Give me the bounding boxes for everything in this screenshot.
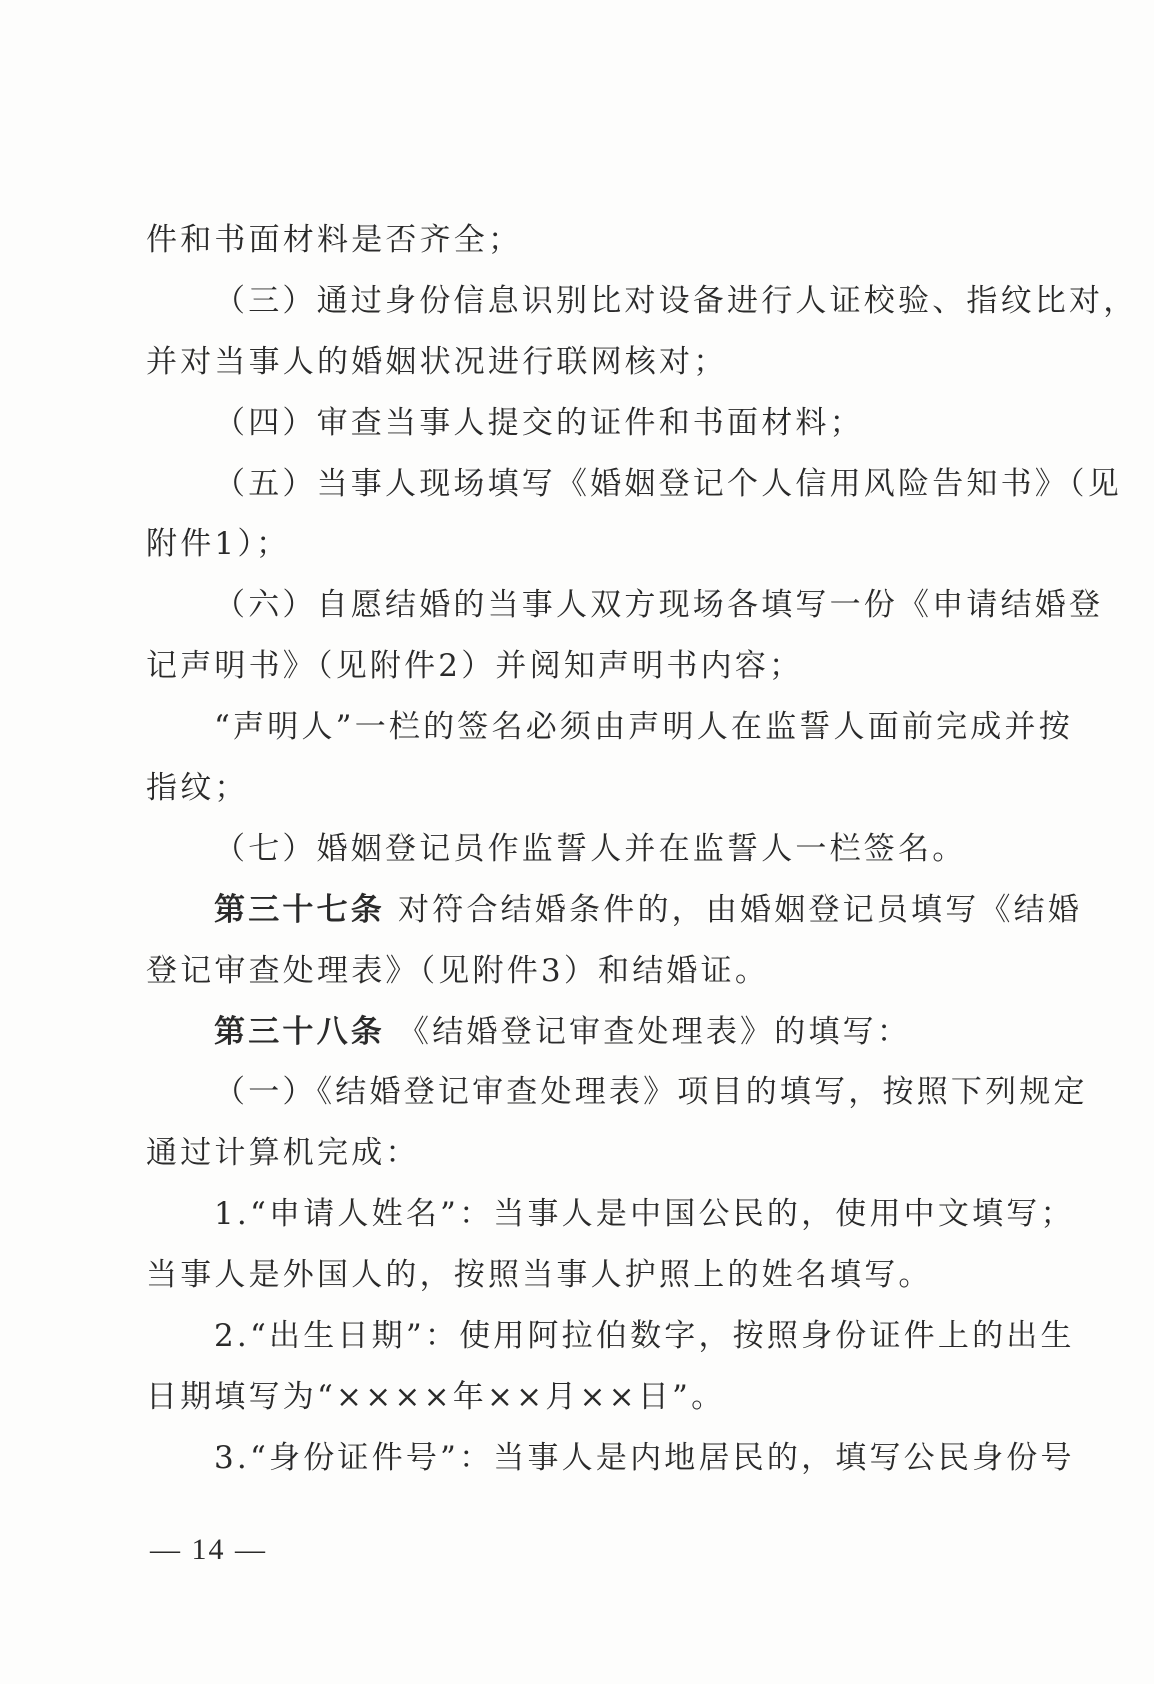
text-line-17: 1.“申请人姓名”：当事人是中国公民的，使用中文填写； <box>214 1196 1075 1233</box>
article-heading-37: 第三十七条 <box>214 891 385 928</box>
page-number: — 14 — <box>150 1533 267 1566</box>
text-line-4: （四）审查当事人提交的证件和书面材料； <box>214 404 864 441</box>
article-38-line: 第三十八条 《结婚登记审查处理表》的填写： <box>214 1013 912 1050</box>
text-line-1: 件和书面材料是否齐全； <box>146 222 523 258</box>
text-line-18: 当事人是外国人的，按照当事人护照上的姓名填写。 <box>146 1257 933 1294</box>
text-line-20: 日期填写为“××××年××月××日”。 <box>146 1378 726 1415</box>
text-line-6: 附件1）； <box>146 526 291 563</box>
text-line-21: 3.“身份证件号”：当事人是内地居民的，填写公民身份号 <box>214 1439 1075 1476</box>
body-text <box>146 210 1138 1489</box>
text-line-9: “声明人”一栏的签名必须由声明人在监誓人面前完成并按 <box>214 709 1073 746</box>
text-line-8: 记声明书》（见附件2）并阅知声明书内容； <box>146 648 804 685</box>
text-line-10: 指纹； <box>146 770 249 807</box>
text-line-5: （五）当事人现场填写《婚姻登记个人信用风险告知书》（见 <box>214 465 1122 502</box>
text-line-11: （七）婚姻登记员作监誓人并在监誓人一栏签名。 <box>214 830 967 867</box>
article-heading-38: 第三十八条 <box>214 1013 385 1050</box>
text-line-13: 登记审查处理表》（见附件3）和结婚证。 <box>146 952 770 989</box>
article-37-line: 第三十七条 对符合结婚条件的，由婚姻登记员填写《结婚 <box>214 891 1083 928</box>
text-line-7: （六）自愿结婚的当事人双方现场各填写一份《申请结婚登 <box>214 587 1104 624</box>
text-line-16: 通过计算机完成： <box>146 1135 420 1172</box>
text-line-19: 2.“出生日期”：使用阿拉伯数字，按照身份证件上的出生 <box>214 1318 1075 1355</box>
text-line-3: 并对当事人的婚姻状况进行联网核对； <box>146 343 728 380</box>
text-line-2: （三）通过身份信息识别比对设备进行人证校验、指纹比对， <box>214 282 1138 319</box>
text-line-15: （一）《结婚登记审查处理表》项目的填写，按照下列规定 <box>214 1074 1088 1111</box>
